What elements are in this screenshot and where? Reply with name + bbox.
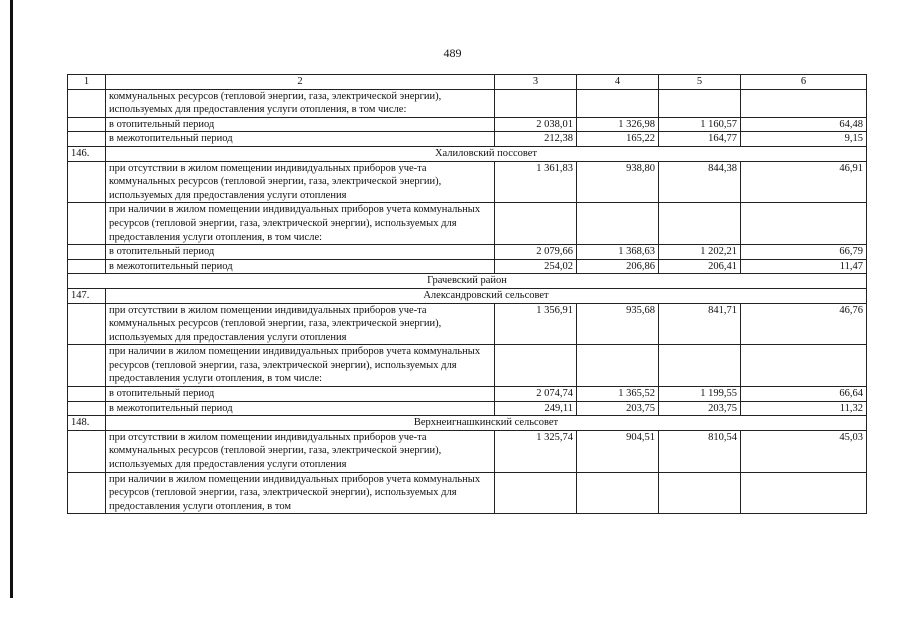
row-number-cell	[68, 132, 106, 147]
table-row	[68, 203, 867, 245]
description-cell: при отсутствии в жилом помещении индивидуальных приборов уче-та коммунальных ресурсов (тепловой энергии, газа, электрической энергии), используемых для предоставления услуги отопления	[106, 430, 495, 472]
value-cell-col6	[741, 203, 867, 245]
description-cell: при наличии в жилом помещении индивидуальных приборов учета коммунальных ресурсов (тепловой энергии, газа, электрической энергии), используемых для предоставления услуги отопления, в том числе:	[106, 345, 495, 387]
value-cell-col5: 844,38	[659, 161, 741, 203]
table-row	[68, 245, 867, 260]
value-cell-col3	[495, 345, 577, 387]
value-cell-col4: 935,68	[577, 303, 659, 345]
value-cell-col3: 2 038,01	[495, 117, 577, 132]
value-cell-col6: 46,76	[741, 303, 867, 345]
value-cell-col3	[495, 89, 577, 117]
row-number-cell	[68, 430, 106, 472]
description-cell: при отсутствии в жилом помещении индивидуальных приборов уче-та коммунальных ресурсов (тепловой энергии, газа, электрической энергии), используемых для предоставления услуги отопления	[106, 161, 495, 203]
section-row	[68, 146, 867, 161]
table-row	[68, 303, 867, 345]
value-cell-col5	[659, 203, 741, 245]
value-cell-col3: 1 356,91	[495, 303, 577, 345]
value-cell-col6: 9,15	[741, 132, 867, 147]
description-cell: при наличии в жилом помещении индивидуальных приборов учета коммунальных ресурсов (тепловой энергии, газа, электрической энергии), используемых для предоставления услуги отопления, в том числе:	[106, 203, 495, 245]
value-cell-col3: 2 074,74	[495, 387, 577, 402]
value-cell-col5: 1 160,57	[659, 117, 741, 132]
value-cell-col4: 904,51	[577, 430, 659, 472]
row-number-cell: 146.	[68, 146, 106, 161]
value-cell-col6: 45,03	[741, 430, 867, 472]
value-cell-col4: 165,22	[577, 132, 659, 147]
page-number: 489	[443, 46, 462, 60]
value-cell-col3: 1 361,83	[495, 161, 577, 203]
description-cell: коммунальных ресурсов (тепловой энергии, газа, электрической энергии), используемых для предоставления услуги отопления, в том числе:	[106, 89, 495, 117]
row-number-cell	[68, 117, 106, 132]
district-name: Грачевский район	[68, 274, 867, 289]
description-cell: в отопительный период	[106, 387, 495, 402]
value-cell-col4: 203,75	[577, 401, 659, 416]
binding-edge	[10, 0, 13, 598]
header-row	[68, 75, 867, 90]
value-cell-col4: 1 368,63	[577, 245, 659, 260]
table-row	[68, 89, 867, 117]
row-number-cell	[68, 303, 106, 345]
value-cell-col4	[577, 203, 659, 245]
table-row	[68, 387, 867, 402]
value-cell-col4	[577, 345, 659, 387]
value-cell-col3: 1 325,74	[495, 430, 577, 472]
description-cell: в отопительный период	[106, 117, 495, 132]
value-cell-col3: 212,38	[495, 132, 577, 147]
value-cell-col6	[741, 472, 867, 514]
value-cell-col3: 249,11	[495, 401, 577, 416]
header-cell: 3	[495, 75, 577, 90]
value-cell-col6: 66,79	[741, 245, 867, 260]
region-row	[68, 274, 867, 289]
value-cell-col4: 938,80	[577, 161, 659, 203]
value-cell-col5	[659, 472, 741, 514]
value-cell-col3	[495, 472, 577, 514]
value-cell-col6: 64,48	[741, 117, 867, 132]
header-cell: 2	[106, 75, 495, 90]
value-cell-col3	[495, 203, 577, 245]
row-number-cell	[68, 203, 106, 245]
header-cell: 4	[577, 75, 659, 90]
description-cell: при наличии в жилом помещении индивидуальных приборов учета коммунальных ресурсов (тепловой энергии, газа, электрической энергии), используемых для предоставления услуги отопления, в том	[106, 472, 495, 514]
row-number-cell	[68, 472, 106, 514]
value-cell-col6: 46,91	[741, 161, 867, 203]
description-cell: в межотопительный период	[106, 401, 495, 416]
value-cell-col5: 206,41	[659, 259, 741, 274]
value-cell-col4	[577, 472, 659, 514]
value-cell-col4	[577, 89, 659, 117]
value-cell-col3: 2 079,66	[495, 245, 577, 260]
tariff-table	[67, 74, 867, 514]
table-row	[68, 117, 867, 132]
value-cell-col6	[741, 345, 867, 387]
value-cell-col5: 841,71	[659, 303, 741, 345]
value-cell-col5: 164,77	[659, 132, 741, 147]
row-number-cell	[68, 345, 106, 387]
row-number-cell	[68, 387, 106, 402]
description-cell: в отопительный период	[106, 245, 495, 260]
table-row	[68, 472, 867, 514]
header-cell: 6	[741, 75, 867, 90]
row-number-cell: 148.	[68, 416, 106, 431]
table-row	[68, 132, 867, 147]
settlement-name: Александровский сельсовет	[106, 288, 867, 303]
value-cell-col6: 11,47	[741, 259, 867, 274]
description-cell: при отсутствии в жилом помещении индивидуальных приборов уче-та коммунальных ресурсов (тепловой энергии, газа, электрической энергии), используемых для предоставления услуги отопления	[106, 303, 495, 345]
header-cell: 5	[659, 75, 741, 90]
value-cell-col4: 1 365,52	[577, 387, 659, 402]
value-cell-col6: 11,32	[741, 401, 867, 416]
table-row	[68, 161, 867, 203]
row-number-cell: 147.	[68, 288, 106, 303]
value-cell-col3: 254,02	[495, 259, 577, 274]
settlement-name: Халиловский поссовет	[106, 146, 867, 161]
value-cell-col5: 203,75	[659, 401, 741, 416]
row-number-cell	[68, 259, 106, 274]
settlement-name: Верхнеигнашкинский сельсовет	[106, 416, 867, 431]
row-number-cell	[68, 161, 106, 203]
value-cell-col5	[659, 89, 741, 117]
value-cell-col6	[741, 89, 867, 117]
description-cell: в межотопительный период	[106, 132, 495, 147]
value-cell-col4: 206,86	[577, 259, 659, 274]
description-cell: в межотопительный период	[106, 259, 495, 274]
header-cell: 1	[68, 75, 106, 90]
table-row	[68, 401, 867, 416]
value-cell-col5	[659, 345, 741, 387]
value-cell-col5: 810,54	[659, 430, 741, 472]
table-row	[68, 345, 867, 387]
value-cell-col4: 1 326,98	[577, 117, 659, 132]
value-cell-col6: 66,64	[741, 387, 867, 402]
section-row	[68, 288, 867, 303]
row-number-cell	[68, 89, 106, 117]
value-cell-col5: 1 202,21	[659, 245, 741, 260]
table-row	[68, 259, 867, 274]
row-number-cell	[68, 245, 106, 260]
section-row	[68, 416, 867, 431]
value-cell-col5: 1 199,55	[659, 387, 741, 402]
row-number-cell	[68, 401, 106, 416]
table-row	[68, 430, 867, 472]
